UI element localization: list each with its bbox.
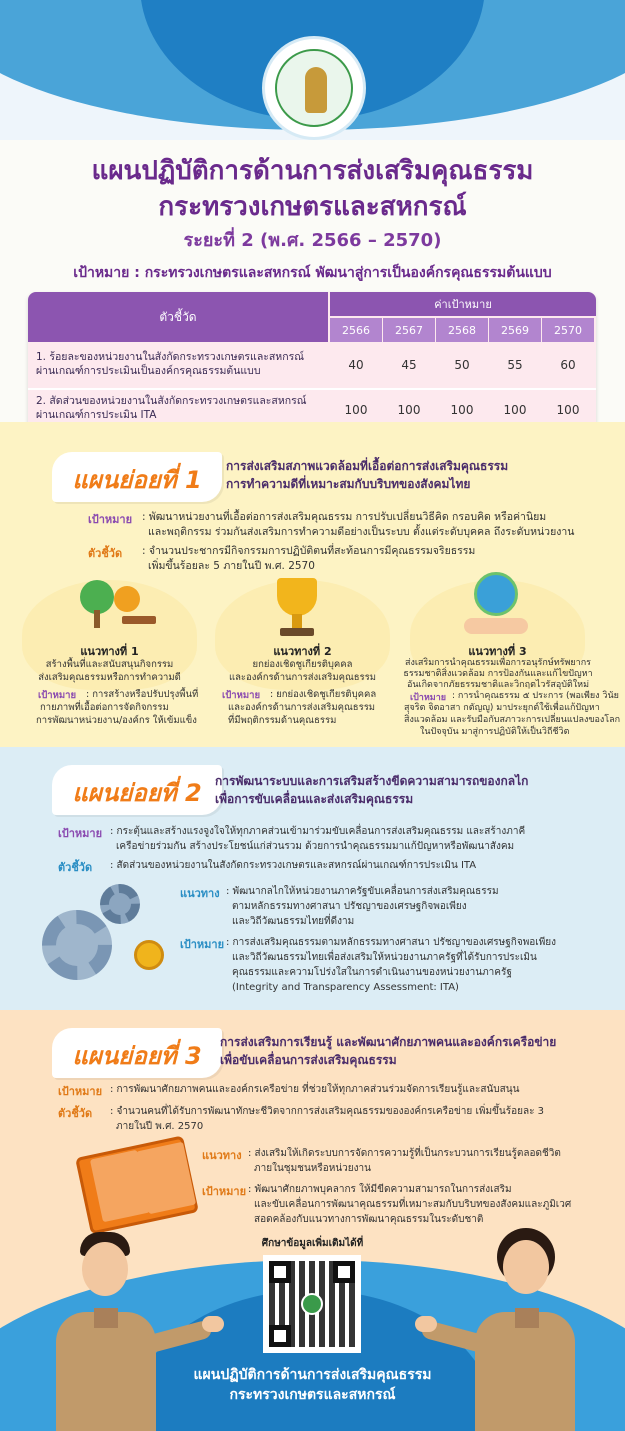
qr-corner-icon	[269, 1325, 291, 1347]
book-icon	[78, 1138, 198, 1238]
approach-2-goal: และองค์กรด้านการส่งเสริมคุณธรรม	[228, 702, 376, 713]
page-title-line1: แผนปฏิบัติการด้านการส่งเสริมคุณธรรม	[91, 156, 534, 186]
approach-1-goal: การพัฒนาหน่วยงาน/องค์กร ให้เข้มแข็ง	[36, 715, 197, 726]
approach-2-desc: ยกย่องเชิดชูเกียรติบุคคล	[252, 659, 353, 670]
gear-icon	[100, 884, 140, 924]
approach-3-goal: : การนำคุณธรรม ๕ ประการ (พอเพียง วินัย	[452, 691, 619, 701]
qr-corner-icon	[333, 1261, 355, 1283]
goal-text: คุณธรรมและความโปร่งใสในการดำเนินงานของหน่วยงานภาครัฐ	[232, 967, 512, 978]
subplan-1-heading: การส่งเสริมสภาพแวดล้อมที่เอื้อต่อการส่งเสริมคุณธรรม	[226, 459, 509, 473]
approach-3-desc: ธรรมชาติสิ่งแวดล้อม การป้องกันและแก้ไขปัญหา	[403, 669, 593, 679]
approach-text: ตามหลักธรรมทางศาสนา ปรัชญาของเศรษฐกิจพอเพียง	[232, 901, 467, 912]
deity-figure-icon	[305, 67, 327, 113]
indicator-text: : จำนวนประชากรมีกิจกรรมการปฏิบัติตนที่สะท้อนการมีคุณธรรมจริยธรรม	[142, 545, 476, 557]
indicator-text: : สัดส่วนของหน่วยงานในสังกัดกระทรวงเกษตรและสหกรณ์ผ่านเกณฑ์การประเมิน ITA	[110, 860, 477, 871]
medal-icon	[134, 940, 164, 970]
globe-icon	[474, 572, 518, 616]
collar	[515, 1308, 539, 1328]
table-header-year: 2568	[436, 318, 488, 342]
globe-in-hand-icon	[458, 572, 538, 638]
approach-3-title: แนวทางที่ 3	[468, 645, 527, 658]
goal-text: และขับเคลื่อนการพัฒนาคุณธรรมที่เหมาะสมกับบริบทของสังคมและภูมิเวศ	[254, 1199, 572, 1210]
indicator-text: เพิ่มขึ้นร้อยละ 5 ภายในปี พ.ศ. 2570	[148, 560, 315, 572]
hand-icon	[202, 1316, 224, 1332]
trophy-cup	[277, 578, 317, 616]
subplan-1-heading: การทำความดีที่เหมาะสมกับบริบทของสังคมไทย	[226, 477, 471, 491]
qr-corner-icon	[269, 1261, 291, 1283]
approach-3-goal: สุจริต จิตอาสา กตัญญู) มาประยุกต์ใช้เพื่อแก้ปัญหา	[404, 703, 600, 713]
goal-text: และพฤติกรรม ร่วมกันส่งเสริมการทำความดีอย่างเป็นระบบ ตั้งแต่ระดับบุคคล ถึงระดับหน่วยงาน	[148, 526, 575, 538]
subplan-2-heading: การพัฒนาระบบและการเสริมสร้างขีดความสามารถของกลไก	[215, 774, 529, 788]
approach-text: : ส่งเสริมให้เกิดระบบการจัดการความรู้ที่เป็นกระบวนการเรียนรู้ตลอดชีวิต	[248, 1148, 561, 1159]
approach-1-goal: กายภาพที่เอื้อต่อการจัดกิจกรรม	[40, 702, 169, 713]
indicator-label: ตัวชี้วัด	[58, 1107, 93, 1120]
table-header-year: 2566	[330, 318, 382, 342]
indicator-text: ภายในปี พ.ศ. 2570	[116, 1121, 204, 1132]
goal-label: เป้าหมาย	[180, 938, 225, 951]
logo-emblem-icon	[275, 49, 353, 127]
goal-text: เครือข่ายร่วมกัน สร้างประโยชน์แก่ส่วนรวม ด้วยการนำคุณธรรมมาแก้ปัญหาหรือพัฒนาสังคม	[116, 841, 515, 852]
approach-text: ภายในชุมชนหรือหน่วยงาน	[254, 1163, 371, 1174]
goal-text: : พัฒนาหน่วยงานที่เอื้อต่อการส่งเสริมคุณธรรม การปรับเปลี่ยนวิธีคิด กรอบคิด หรือค่านิยม	[142, 511, 547, 523]
qr-logo-icon	[301, 1293, 323, 1315]
approach-3-goal: ในปัจจุบัน มาสู่การปฏิบัติให้เป็นวิถีชีวิต	[420, 727, 570, 737]
goal-text: : การส่งเสริมคุณธรรมตามหลักธรรมทางศาสนา ปรัชญาของเศรษฐกิจพอเพียง	[226, 937, 557, 948]
approach-2-goal: ที่มีพฤติกรรมด้านคุณธรรม	[228, 715, 337, 726]
table-cell: 55	[507, 358, 523, 372]
collar	[94, 1308, 118, 1328]
page-title-line2: กระทรวงเกษตรและสหกรณ์	[158, 192, 467, 222]
table-header-indicator: ตัวชี้วัด	[28, 292, 328, 342]
qr-code[interactable]	[263, 1255, 361, 1353]
table-header-year: 2567	[383, 318, 435, 342]
gears-medal-icon	[42, 880, 172, 990]
goal-text: : พัฒนาศักยภาพบุคลากร ให้มีขีดความสามารถในการส่งเสริม	[248, 1184, 512, 1195]
approach-1-desc: ส่งเสริมคุณธรรมหรือการทำความดี	[38, 672, 181, 683]
goal-text: สอดคล้องกับแนวทางการพัฒนาคุณธรรมในระดับชาติ	[254, 1214, 484, 1225]
indicator-text: : จำนวนคนที่ได้รับการพัฒนาทักษะชีวิตจากการส่งเสริมคุณธรรมขององค์กรเครือข่าย เพิ่มขึ้นร้อยละ 3	[110, 1106, 544, 1117]
face	[503, 1240, 549, 1294]
approach-1-goal-label: เป้าหมาย	[38, 690, 77, 701]
park-icon	[80, 580, 160, 630]
goal-label: เป้าหมาย	[58, 1085, 103, 1098]
approach-1-goal: : การสร้างหรือปรับปรุงพื้นที่	[86, 689, 199, 700]
tree-trunk	[94, 610, 100, 628]
table-cell: 100	[397, 403, 421, 417]
bench-icon	[122, 616, 156, 624]
indicator-label: ตัวชี้วัด	[88, 547, 123, 560]
subplan-3-heading: การส่งเสริมการเรียนรู้ และพัฒนาศักยภาพคนและองค์กรเครือข่าย	[220, 1035, 557, 1049]
approach-2-goal: : ยกย่องเชิดชูเกียรติบุคคล	[270, 689, 377, 700]
table-cell: 60	[560, 358, 576, 372]
face	[82, 1242, 128, 1296]
table-header-year: 2570	[542, 318, 594, 342]
goal-text: : กระตุ้นและสร้างแรงจูงใจให้ทุกภาคส่วนเข้ามาร่วมขับเคลื่อนการส่งเสริมคุณธรรม และสร้างภาคี	[110, 826, 526, 837]
goal-label: เป้าหมาย	[202, 1185, 247, 1198]
subplan-1-title: แผนย่อยที่ 1	[72, 466, 202, 494]
table-cell: 100	[556, 403, 580, 417]
table-cell: 45	[401, 358, 417, 372]
hand-icon	[415, 1316, 437, 1332]
hand-icon	[464, 618, 528, 634]
goal-text: : การพัฒนาศักยภาพคนและองค์กรเครือข่าย ที่ช่วยให้ทุกภาคส่วนร่วมจัดการเรียนรู้และสนับสนุน	[110, 1084, 520, 1095]
table-cell: 50	[454, 358, 470, 372]
goal-label: เป้าหมาย	[88, 513, 133, 526]
tree-icon	[114, 586, 140, 612]
table-row-divider	[28, 388, 596, 390]
approach-1-desc: สร้างพื้นที่และสนับสนุนกิจกรรม	[45, 659, 174, 670]
footer-title-line1: แผนปฏิบัติการด้านการส่งเสริมคุณธรรม	[193, 1367, 432, 1383]
indicator-label: ตัวชี้วัด	[58, 861, 93, 874]
qr-caption: ศึกษาข้อมูลเพิ่มเติมได้ที่	[261, 1238, 364, 1249]
ministry-logo	[262, 36, 366, 140]
approach-3-goal-label: เป้าหมาย	[410, 693, 447, 703]
table-row-indicator: 1. ร้อยละของหน่วยงานในสังกัดกระทรวงเกษตรและสหกรณ์ ผ่านเกณฑ์การประเมินเป็นองค์กรคุณธรรมต้นแบบ	[36, 351, 304, 377]
gear-icon	[42, 910, 112, 980]
table-cell: 40	[348, 358, 364, 372]
approach-3-desc: ส่งเสริมการนำคุณธรรมเพื่อการอนุรักษ์ทรัพยากร	[404, 658, 592, 668]
approach-2-goal-label: เป้าหมาย	[222, 690, 261, 701]
approach-2-title: แนวทางที่ 2	[273, 645, 332, 658]
table-cell: 100	[503, 403, 527, 417]
goal-text: และวิถีวัฒนธรรมไทยเพื่อส่งเสริมให้หน่วยงานภาครัฐที่ได้รับการประเมิน	[232, 952, 537, 963]
main-goal: เป้าหมาย : กระทรวงเกษตรและสหกรณ์ พัฒนาสู่การเป็นองค์กรคุณธรรมต้นแบบ	[73, 265, 552, 281]
subplan-3-title: แผนย่อยที่ 3	[72, 1042, 202, 1070]
table-row-indicator: 2. สัดส่วนของหน่วยงานในสังกัดกระทรวงเกษตรและสหกรณ์ ผ่านเกณฑ์การประเมิน ITA	[36, 395, 307, 421]
table-header-target: ค่าเป้าหมาย	[330, 292, 596, 316]
approach-1-title: แนวทางที่ 1	[80, 645, 139, 658]
trophy-base	[280, 628, 314, 636]
approach-3-desc: อันเกิดจากภัยธรรมชาติและวิกฤตไวรัสอุบัติใหม่	[406, 680, 590, 690]
tree-icon	[80, 580, 114, 614]
table-cell: 100	[344, 403, 368, 417]
table-cell: 100	[450, 403, 474, 417]
target-table	[28, 292, 596, 432]
page-subtitle-phase: ระยะที่ 2 (พ.ศ. 2566 – 2570)	[183, 230, 442, 251]
subplan-2-heading: เพื่อการขับเคลื่อนและส่งเสริมคุณธรรม	[215, 792, 414, 806]
trophy-stem	[292, 614, 302, 628]
approach-text: : พัฒนากลไกให้หน่วยงานภาครัฐขับเคลื่อนการส่งเสริมคุณธรรม	[226, 886, 499, 897]
approach-3-goal: สิ่งแวดล้อม และรับมือกับสภาวะการเปลี่ยนแปลงของโลก	[404, 715, 621, 725]
goal-text: (Integrity and Transparency Assessment: ITA)	[232, 982, 459, 993]
trophy-icon	[272, 578, 322, 642]
approach-label: แนวทาง	[202, 1149, 242, 1162]
approach-label: แนวทาง	[180, 887, 220, 900]
approach-text: และวิถีวัฒนธรรมไทยที่ดีงาม	[232, 916, 355, 927]
subplan-3-heading: เพื่อขับเคลื่อนการส่งเสริมคุณธรรม	[220, 1053, 397, 1067]
table-header-year: 2569	[489, 318, 541, 342]
footer-title-line2: กระทรวงเกษตรและสหกรณ์	[229, 1387, 396, 1403]
approach-2-desc: และองค์กรด้านการส่งเสริมคุณธรรม	[228, 672, 377, 683]
goal-label: เป้าหมาย	[58, 827, 103, 840]
subplan-2-title: แผนย่อยที่ 2	[72, 779, 202, 807]
